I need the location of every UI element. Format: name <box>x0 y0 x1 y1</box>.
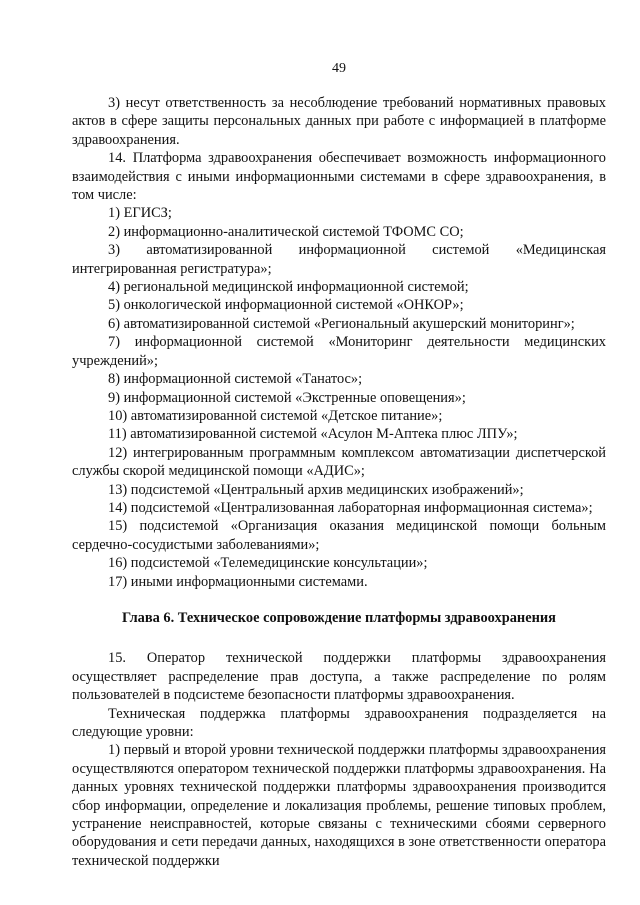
paragraph: 14) подсистемой «Централизованная лабораторная информационная система»; <box>108 499 593 516</box>
chapter-heading: Глава 6. Техническое сопровождение платформы здравоохранения <box>122 609 556 626</box>
paragraph: 15) подсистемой «Организация оказания медицинской помощи больным сердечно-сосудистыми заболеваниями»; <box>72 518 606 553</box>
section-before-heading <box>72 94 606 591</box>
paragraph: 6) автоматизированной системой «Региональный акушерский мониторинг»; <box>108 315 575 332</box>
page-number: 49 <box>332 61 346 76</box>
paragraph: 17) иными информационными системами. <box>108 573 368 590</box>
paragraph: 14. Платформа здравоохранения обеспечивает возможность информационного взаимодействия с иными информационными системами в сфере здравоохранения, в том числе: <box>72 150 606 204</box>
paragraph: 8) информационной системой «Танатос»; <box>108 371 363 388</box>
paragraph: 3) несут ответственность за несоблюдение требований нормативных правовых актов в сфере защиты персональных данных при работе с информацией в платформе здравоохранения. <box>72 95 606 148</box>
paragraph: 2) информационно-аналитической системой ТФОМС СО; <box>108 223 464 240</box>
paragraph: 11) автоматизированной системой «Асулон М-Аптека плюс ЛПУ»; <box>108 426 518 443</box>
paragraph: 3) автоматизированной информационной системой «Медицинская интегрированная регистратура»; <box>72 242 606 277</box>
paragraph: 12) интегрированным программным комплексом автоматизации диспетчерской службы скорой медицинской помощи «АДИС»; <box>72 444 606 480</box>
paragraph: 15. Оператор технической поддержки платформы здравоохранения осуществляет распределение прав доступа, а также распределение по ролям пользователей в подсистеме безопасности платформы здравоохранения. <box>72 650 606 704</box>
section-after-heading <box>72 649 606 870</box>
paragraph: 9) информационной системой «Экстренные оповещения»; <box>108 389 466 406</box>
paragraph: 13) подсистемой «Центральный архив медицинских изображений»; <box>108 481 524 498</box>
document-page <box>72 60 606 870</box>
paragraph: 1) первый и второй уровни технической поддержки платформы здравоохранения осуществляются оператором технической поддержки платформы здравоохранения. На данных уровнях технической поддержки платформы здравоохранения производится сбор информации, определение и локализация проблемы, решение типовых проблем, устранение неисправностей, которые связаны с техническими сбоями серверного оборудования и сети передачи данных, находящихся в зоне ответственности оператора технической поддержки <box>72 742 606 869</box>
paragraph: 10) автоматизированной системой «Детское питание»; <box>108 407 443 424</box>
paragraph: 7) информационной системой «Мониторинг деятельности медицинских учреждений»; <box>72 334 606 369</box>
paragraph: 1) ЕГИСЗ; <box>108 205 172 222</box>
paragraph: 16) подсистемой «Телемедицинские консультации»; <box>108 555 428 572</box>
paragraph: 4) региональной медицинской информационной системой; <box>108 279 469 296</box>
paragraph: 5) онкологической информационной системой «ОНКОР»; <box>108 297 464 314</box>
paragraph: Техническая поддержка платформы здравоохранения подразделяется на следующие уровни: <box>72 705 606 740</box>
